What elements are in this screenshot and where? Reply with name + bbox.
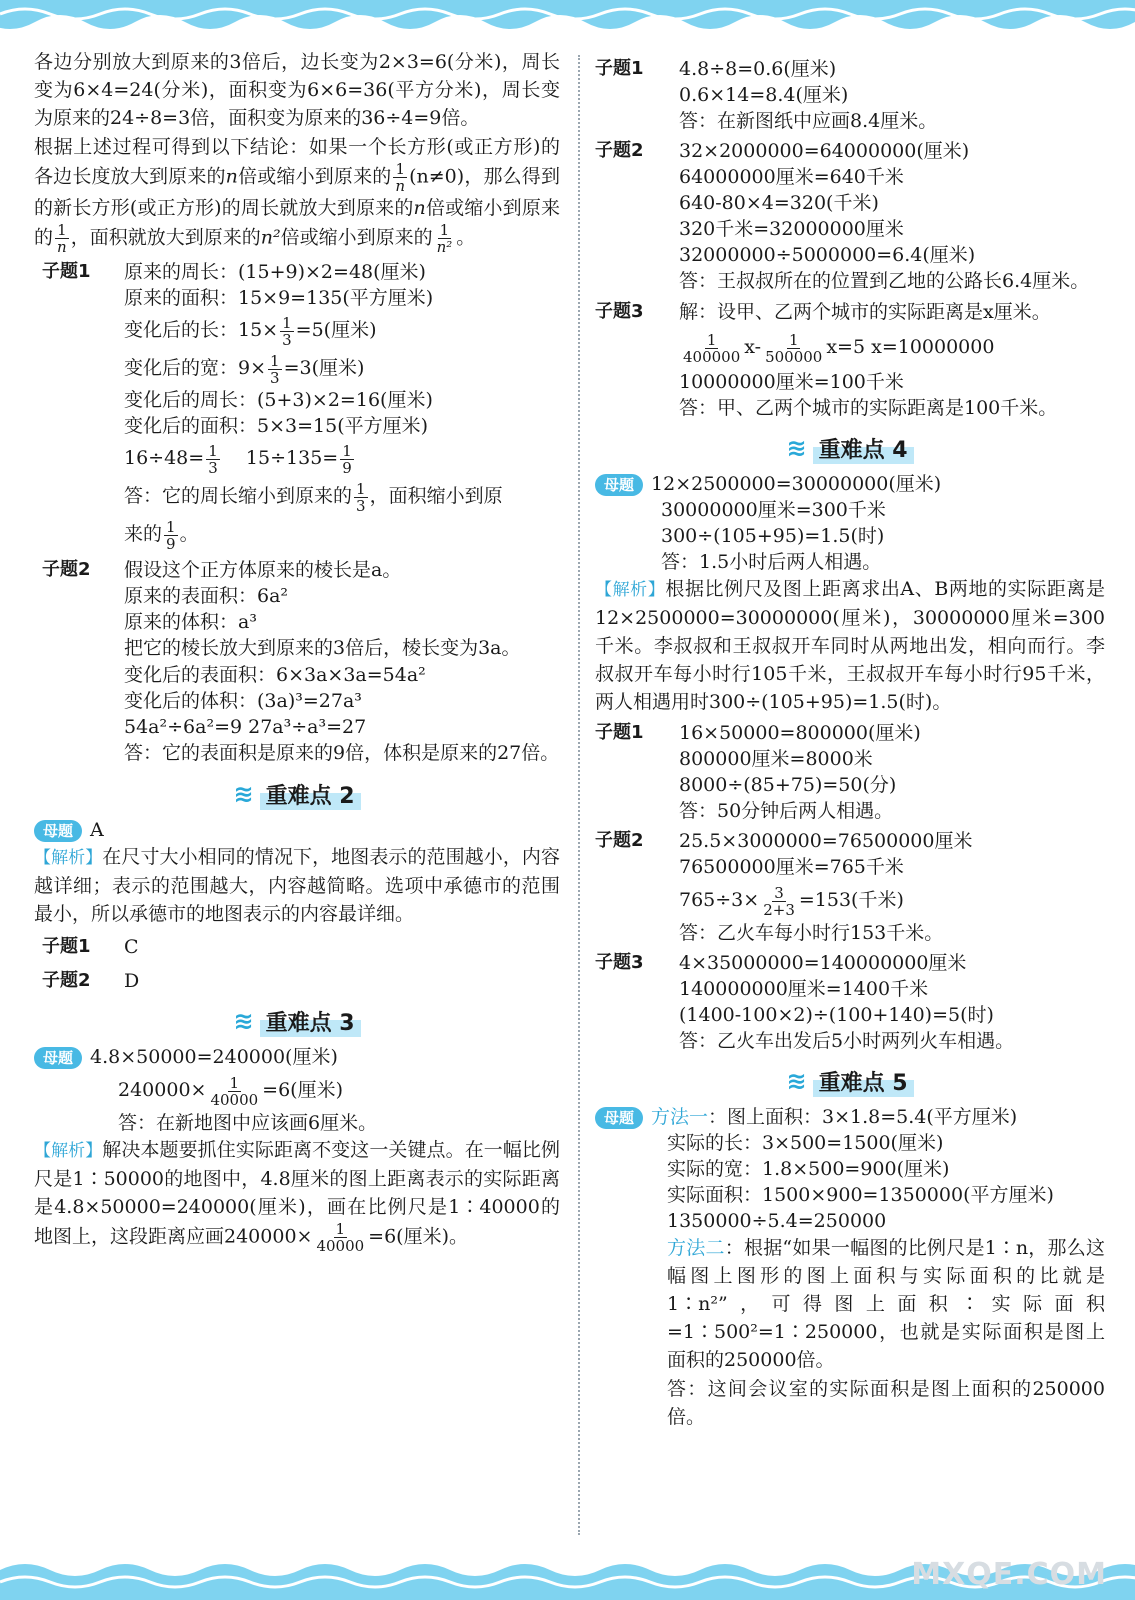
mother-question-badge: 母题 (595, 474, 643, 496)
method-label: 方法一 (651, 1106, 709, 1128)
answer-line: D (124, 970, 140, 992)
sub-label: 子题1 (595, 58, 644, 79)
analysis-label: 【解析】 (595, 580, 666, 600)
top-wave-border (0, 0, 1135, 42)
answer-line: 答：在新图纸中应画8.4厘米。 (679, 110, 938, 132)
mother-question-line: 母题 A (34, 817, 560, 843)
right-column (595, 48, 1105, 1432)
section-title: 重难点 4 (813, 433, 914, 464)
wave-icon: ≋ (786, 434, 807, 462)
fraction: $\frac{1}{n}$ (57, 221, 67, 256)
mother-question-badge: 母题 (34, 1047, 82, 1069)
step-line: 变化后的周长：(5+3)×2=16(厘米) (124, 389, 433, 411)
watermark: MXQE.COM (911, 1557, 1107, 1592)
fraction: $\frac{1}{\text{n²}}$ (436, 221, 453, 256)
step-line: 变化后的表面积：6×3a×3a=54a² (124, 664, 426, 686)
answer-line: 答：王叔叔所在的位置到乙地的公路长6.4厘米。 (679, 270, 1090, 292)
mother-question-badge: 母题 (595, 1107, 643, 1129)
method-label: 方法二 (667, 1237, 725, 1259)
answer-line: 答：这间会议室的实际面积是图上面积的250000倍。 (667, 1378, 1105, 1428)
fraction: $\frac{1}{n}$ (395, 160, 406, 195)
wave-icon: ≋ (786, 1067, 807, 1095)
answer-line: 答：乙火车出发后5小时两列火车相遇。 (679, 1030, 1015, 1052)
analysis-label: 【解析】 (34, 1141, 103, 1161)
answer-line: 答：1.5小时后两人相遇。 (661, 551, 882, 573)
step-line: 320千米=32000000厘米 (679, 218, 904, 240)
step-line: (1400-100×2)÷(100+140)=5(时) (679, 1004, 994, 1026)
section-header-5 (595, 1064, 1105, 1098)
step-line: 变化后的宽：9× $\frac{1}{3}$ =3(厘米) (124, 351, 365, 387)
step-line: 800000厘米=8000米 (679, 748, 873, 770)
sub-question-4-3 (595, 950, 1105, 1054)
sub-question-r2 (595, 138, 1105, 295)
sub-label: 子题1 (42, 261, 91, 282)
mother-question-line: 母题 方法一：图上面积：3×1.8=5.4(平方厘米) (595, 1104, 1105, 1130)
section-title: 重难点 2 (260, 779, 361, 810)
answer-line: C (124, 936, 139, 958)
answer-line: 答：它的表面积是原来的9倍，体积是原来的27倍。 (124, 742, 560, 764)
step-line: 解：设甲、乙两个城市的实际距离是x厘米。 (679, 301, 1051, 323)
intro-paragraph: 各边分别放大到原来的3倍后，边长变为2×3=6(分米)，周长变为6×4=24(分米)，面积变为6×6=36(平方分米)，周长变为原来的24÷8=3倍，面积变为原来的36÷4=9倍。 (34, 51, 560, 129)
sub-label: 子题1 (595, 722, 644, 743)
method-two-paragraph: 方法二：根据“如果一幅图的比例尺是1∶n，那么这幅图上图形的图上面积与实际面积的比就是1∶n²”，可得图上面积∶实际面积=1∶500²=1∶250000，也就是实际面积是图上面积的250000倍。 (667, 1237, 1105, 1371)
step-line: 原来的周长：(15+9)×2=48(厘米) (124, 261, 426, 283)
step-line: 0.6×14=8.4(厘米) (679, 84, 849, 106)
step-line: 1350000÷5.4=250000 (667, 1210, 887, 1232)
answer-line: 来的 $\frac{1}{9}$ 。 (124, 517, 199, 553)
step-line: 640-80×4=320(千米) (679, 192, 879, 214)
mother-question-line: 母题 4.8×50000=240000(厘米) (34, 1044, 560, 1070)
sub-label: 子题2 (595, 140, 644, 161)
answer-line: 答：甲、乙两个城市的实际距离是100千米。 (679, 397, 1058, 419)
step-line: 300÷(105+95)=1.5(时) (661, 525, 885, 547)
section-header-4 (595, 431, 1105, 465)
step-line: 实际的长：3×500=1500(厘米) (667, 1132, 944, 1154)
step-line: 变化后的面积：5×3=15(平方厘米) (124, 415, 429, 437)
sub-label: 子题2 (42, 559, 91, 580)
step-line: 把它的棱长放大到原来的3倍后，棱长变为3a。 (124, 637, 521, 659)
wave-icon: ≋ (233, 1007, 254, 1035)
mother-question-line: 母题 12×2500000=30000000(厘米) (595, 471, 1105, 497)
sub-label: 子题3 (595, 301, 644, 322)
section-title: 重难点 3 (260, 1006, 361, 1037)
step-line: 原来的体积：a³ (124, 611, 257, 633)
analysis-label: 【解析】 (34, 848, 103, 868)
sub-question-r3 (595, 299, 1105, 325)
mother-question-badge: 母题 (34, 820, 82, 842)
sub-question-1 (34, 259, 560, 553)
section-header-3 (34, 1004, 560, 1038)
sub-question-r1 (595, 56, 1105, 134)
answer-line: 答：它的周长缩小到原来的 $\frac{1}{3}$ ，面积缩小到原 (124, 479, 503, 515)
step-line: 25.5×3000000=76500000厘米 (679, 830, 973, 852)
step-line: 原来的面积：15×9=135(平方厘米) (124, 287, 434, 309)
sub-label: 子题2 (595, 830, 644, 851)
step-line: 76500000厘米=765千米 (679, 856, 904, 878)
step-line: 8000÷(85+75)=50(分) (679, 774, 897, 796)
analysis-paragraph: 【解析】解决本题要抓住实际距离不变这一关键点。在一幅比例尺是1∶50000的地图中，4.8厘米的图上距离表示的实际距离是4.8×50000=240000(厘米)，画在比例尺是1∶40000的地图上，这段距离应画240000× $\frac{1}{40000}$ =6(厘米)。 (34, 1139, 560, 1255)
section-header-2 (34, 777, 560, 811)
sub-label: 子题2 (42, 970, 91, 991)
answer-line: 答：在新地图中应该画6厘米。 (118, 1112, 378, 1134)
equation-line: $\frac{1}{400000}$ x- $\frac{1}{500000}$ x=5 x=10000000 (683, 330, 995, 366)
step-line: 240000× $\frac{1}{40000}$ =6(厘米) (118, 1073, 344, 1109)
step-line: 原来的表面积：6a² (124, 585, 289, 607)
section-title: 重难点 5 (813, 1066, 914, 1097)
step-line: 765÷3× $\frac{3}{2+3}$ =153(千米) (679, 883, 904, 919)
step-line: 32×2000000=64000000(厘米) (679, 140, 970, 162)
step-line: 实际的宽：1.8×500=900(厘米) (667, 1158, 950, 1180)
step-line: 64000000厘米=640千米 (679, 166, 904, 188)
analysis-paragraph: 【解析】根据比例尺及图上距离求出A、B两地的实际距离是12×2500000=30000000(厘米)，30000000厘米=300千米。李叔叔和王叔叔开车同时从两地出发，相向而行。李叔叔开车每小时行105千米，王叔叔开车每小时行95千米，两人相遇用时300÷(105+95)=1.5(时)。 (595, 578, 1106, 713)
column-divider (578, 55, 580, 1535)
sub-question-2-2 (34, 968, 560, 994)
answer-line: 答：乙火车每小时行153千米。 (679, 922, 944, 944)
sub-label: 子题3 (595, 952, 644, 973)
step-line: 变化后的长：15× $\frac{1}{3}$ =5(厘米) (124, 313, 377, 349)
step-line: 16÷48= $\frac{1}{3}$ 15÷135= $\frac{1}{9}$ (124, 441, 352, 477)
answer-line: 答：50分钟后两人相遇。 (679, 800, 894, 822)
step-line: 变化后的体积：(3a)³=27a³ (124, 690, 362, 712)
step-line: 10000000厘米=100千米 (679, 371, 904, 393)
sub-question-2-1 (34, 934, 560, 960)
sub-question-4-2 (595, 828, 1105, 946)
step-line: 4.8÷8=0.6(厘米) (679, 58, 837, 80)
wave-icon: ≋ (233, 780, 254, 808)
sub-question-2 (34, 557, 560, 767)
sub-question-4-1 (595, 720, 1105, 824)
step-line: 实际面积：1500×900=1350000(平方厘米) (667, 1184, 1054, 1206)
conclusion-paragraph: 根据上述过程可得到以下结论：如果一个长方形(或正方形)的各边长度放大到原来的n倍或缩小到原来的 $\frac{1}{n}$ (n≠0)，那么得到的新长方形(或正方形)的周长就放大到原来的n倍或缩小到原来的 $\frac{1}{n}$ ，面积就放大到原来的n²倍或缩小到原来的 $\frac{1}{\text{n²}}$ 。 (34, 136, 560, 256)
step-line: 32000000÷5000000=6.4(厘米) (679, 244, 976, 266)
step-line: 假设这个正方体原来的棱长是a。 (124, 559, 402, 581)
step-line: 54a²÷6a²=9 27a³÷a³=27 (124, 716, 367, 738)
step-line: 30000000厘米=300千米 (661, 499, 886, 521)
step-line: 140000000厘米=1400千米 (679, 978, 929, 1000)
sub-label: 子题1 (42, 936, 91, 957)
analysis-paragraph: 【解析】在尺寸大小相同的情况下，地图表示的范围越小，内容越详细；表示的范围越大，内容越简略。选项中承德市的范围最小，所以承德市的地图表示的内容最详细。 (34, 846, 560, 925)
left-column (34, 48, 560, 1255)
step-line: 16×50000=800000(厘米) (679, 722, 921, 744)
step-line: 4×35000000=140000000厘米 (679, 952, 967, 974)
